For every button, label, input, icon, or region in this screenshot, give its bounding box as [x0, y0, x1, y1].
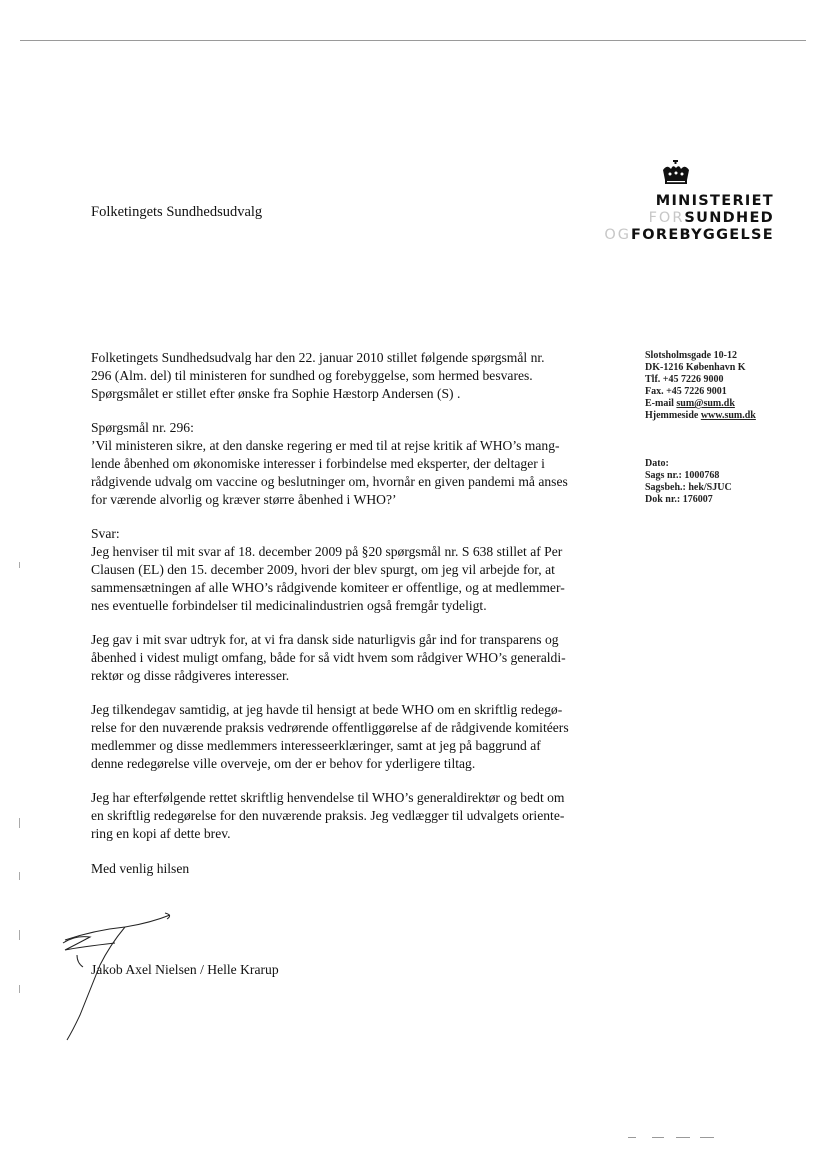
scan-mark	[700, 1137, 714, 1138]
case-references: Dato: Sags nr.: 1000768 Sagsbeh.: hek/SJUC Dok nr.: 176007	[645, 458, 732, 505]
question-paragraph: Spørgsmål nr. 296: ’Vil ministeren sikre, at den danske regering er med til at rejse kritik af WHO’s mang- lende åbenhed om økonomiske interesser i forbindelse med eksperter, der deltager i rådgivende udvalg om vaccine og beslutninger om, hvornår en given pandemi må anses for værende alvorlig og kræver større åbenhed i WHO?’	[91, 419, 611, 509]
closing: Med venlig hilsen	[91, 861, 190, 876]
answer-paragraph-1: Svar: Jeg henviser til mit svar af 18. december 2009 på §20 spørgsmål nr. S 638 stillet af Per Clausen (EL) den 15. december 2009, hvori der blev spurgt, om jeg vil arbejde for, at sammensætningen af alle WHO’s rådgivende komiteer er offentlige, og at medlemmer- nes eventuelle forbindelser til medicinalindustrien også fremgår tydeligt.	[91, 525, 611, 615]
ministry-logo	[574, 160, 774, 250]
website-link[interactable]: www.sum.dk	[700, 410, 756, 421]
scan-mark	[19, 818, 20, 828]
scan-mark	[676, 1137, 690, 1138]
question-heading: Spørgsmål nr. 296:	[91, 420, 194, 435]
signatory: Jakob Axel Nielsen / Helle Krarup	[91, 962, 279, 977]
scan-mark	[652, 1137, 664, 1138]
scan-mark	[628, 1137, 636, 1138]
answer-paragraph-3: Jeg tilkendegav samtidig, at jeg havde til hensigt at bede WHO om en skriftlig redegø- relse for den nuværende praksis vedrørende offentliggørelse af de rådgivende komitéers medlemmer og disse medlemmers interesseerklæringer, samt at jeg på baggrund af denne redegørelse ville overveje, om der er behov for yderligere tiltag.	[91, 702, 569, 771]
scan-mark	[19, 985, 20, 993]
scan-mark	[19, 562, 20, 568]
top-rule	[20, 40, 806, 41]
scan-mark	[19, 872, 20, 880]
recipient: Folketingets Sundhedsudvalg	[91, 204, 263, 220]
scan-mark	[19, 930, 20, 940]
ministry-address: Slotsholmsgade 10-12 DK-1216 København K Tlf. +45 7226 9000 Fax. +45 7226 9001 E-mail sum@sum.dk Hjemmeside www.sum.dk	[645, 350, 756, 421]
email-link[interactable]: sum@sum.dk	[676, 398, 735, 409]
logo-line-2: FORSUNDHED	[648, 210, 774, 226]
crown-icon	[659, 160, 693, 188]
answer-paragraph-4: Jeg har efterfølgende rettet skriftlig henvendelse til WHO’s generaldirektør og bedt om en skriftlig redegørelse for den nuværende praksis. Jeg vedlægger til udvalgets oriente- ring en kopi af dette brev.	[91, 790, 565, 841]
answer-paragraph-2: Jeg gav i mit svar udtryk for, at vi fra dansk side naturligvis går ind for transparens og åbenhed i videst muligt omfang, både for så vidt hvem som rådgiver WHO’s generaldi- rektør og disse rådgiveres interesser.	[91, 632, 566, 683]
logo-line-1: MINISTERIET	[655, 193, 774, 209]
letter-body	[91, 349, 611, 843]
logo-line-3: OGFOREBYGGELSE	[604, 227, 774, 243]
answer-heading: Svar:	[91, 526, 120, 541]
intro-paragraph: Folketingets Sundhedsudvalg har den 22. januar 2010 stillet følgende spørgsmål nr. 296 (Alm. del) til ministeren for sundhed og forebyggelse, som hermed besvares. Spørgsmålet er stillet efter ønske fra Sophie Hæstorp Andersen (S) .	[91, 350, 545, 401]
